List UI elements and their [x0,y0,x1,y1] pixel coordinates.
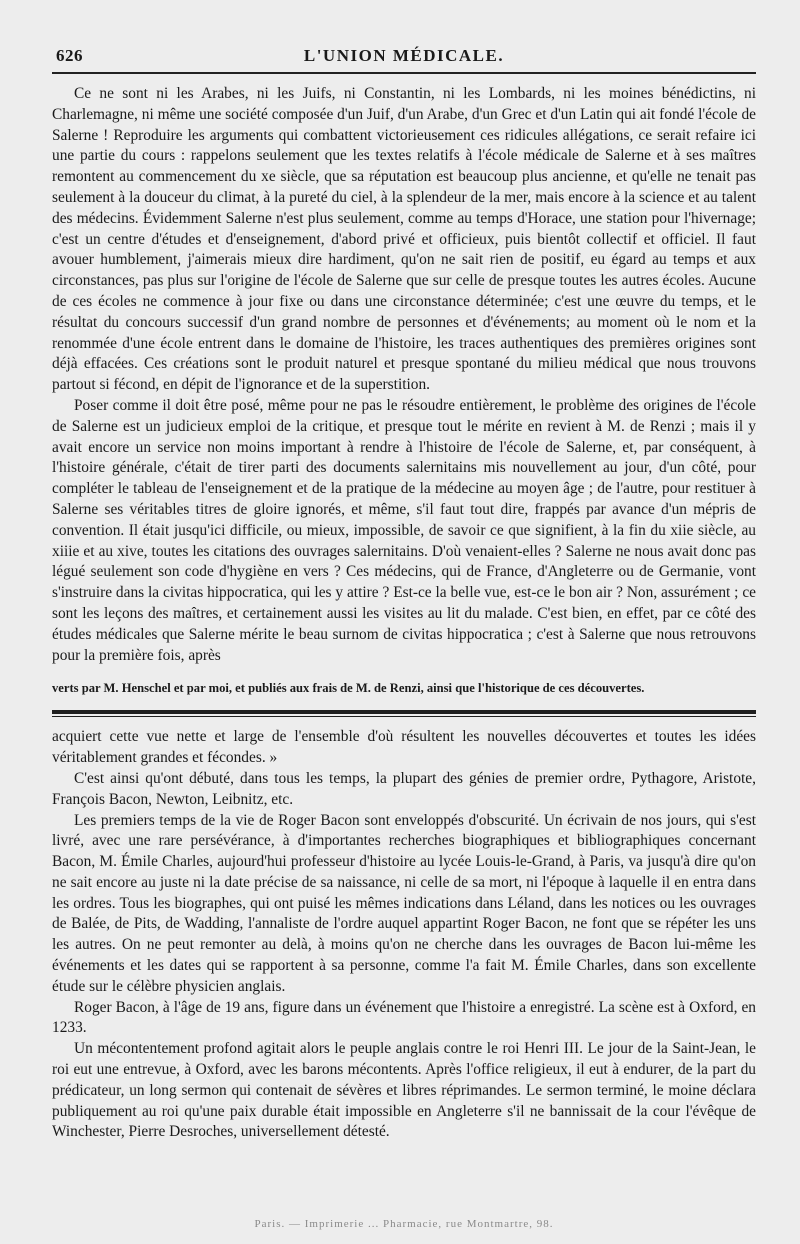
journal-title: L'UNION MÉDICALE. [303,46,505,65]
paragraph: C'est ainsi qu'ont débuté, dans tous les temps, la plupart des génies de premier ordre, Pythagore, Aristote, François Bacon, Newton, Leibnitz, etc. [52,769,756,808]
paragraph: Ce ne sont ni les Arabes, ni les Juifs, ni Constantin, ni les Lombards, ni les moines bénédictins, ni Charlemagne, ni même une société composée d'un Juif, d'un Arabe, d'un Grec et d'un Latin qui ait fondé l'école de Salerne ! Reproduire les arguments qui combattent victorieusement ces ridicules allégations, ce serait refaire ici une partie du cours : rappelons seulement que les textes relatifs à l'école médicale de Salerne et à ses maîtres remontent au commencement du xe siècle, que sa réputation est beaucoup plus ancienne, et qu'elle ne tenait pas seulement à la douceur du climat, à la pureté du ciel, à la splendeur de la mer, mais encore à la science et au talent des médecins. Évidemment Salerne n'est plus seulement, comme au temps d'Horace, une station pour l'hivernage; c'est un centre d'études et d'enseignement, d'abord privé et officieux, puis bientôt collectif et officiel. Il faut avouer humblement, j'aimerais mieux dire hardiment, qu'on ne sait rien de positif, eu égard au temps et aux circonstances, pas plus sur l'origine de l'école de Salerne que sur celle de presque toutes les autres écoles. Aucune de ces écoles ne commence à jour fixe ou dans une circonstance déterminée; c'est une œuvre du temps, et le résultat du concours successif d'un grand nombre de personnes et d'événements; au moment où le nom et la renommée d'une école entrent dans le domaine de l'histoire, les traces authentiques des premières origines sont déjà effacées. Ces créations sont le produit naturel et presque spontané du milieu médical que nous trouvons partout si fécond, en dépit de l'ignorance et de la superstition. [52,85,756,394]
paragraph: Poser comme il doit être posé, même pour ne pas le résoudre entièrement, le problème des origines de l'école de Salerne est un judicieux emploi de la critique, et presque tout le mérite en revient à M. de Renzi ; mais il y avait encore un service non moins important à rendre à l'histoire de l'école de Salerne, et, par conséquent, à l'histoire générale, c'était de tirer parti des documents salernitains mis nouvellement au jour, d'un côté, pour compléter le tableau de l'enseignement et de la pratique de la médecine au moyen âge ; de l'autre, pour restituer à Salerne ses véritables titres de gloire ignorés, et même, s'il faut tout dire, frappés par avance d'un mépris de convention. Il était jusqu'ici difficile, ou mieux, impossible, de savoir ce que signifient, à la fin du xiie siècle, au xiiie et au xive, toutes les citations des ouvrages salernitains. D'où venaient-elles ? Salerne ne nous avait donc pas légué seulement son code d'hygiène en vers ? Ces médecins, qui de France, d'Angleterre ou de Germanie, vont s'instruire dans la civitas hippocratica, qui les y attire ? Est-ce la belle vue, est-ce le bon air ? Non, assurément ; ce sont les leçons des maîtres, et certainement aussi les visites au lit du malade. C'est bien, en effet, par ce côté des études médicales que Salerne mérite le beau surnom de civitas hippocratica ; c'est à Salerne que nous retrouvons pour la première fois, après [52,396,756,664]
page-header [52,42,756,68]
paragraph: Un mécontentement profond agitait alors le peuple anglais contre le roi Henri III. Le jour de la Saint-Jean, le roi eut une entrevue, à Oxford, avec les barons mécontents. Après l'office religieux, il eut à endurer, de la part du prédicateur, un long sermon qui contenait de sévères et libres réprimandes. Le sermon terminé, le moine déclara publiquement au roi qu'une paix durable était impossible en Angleterre s'il ne bannissait de la cour l'évêque de Winchester, Pierre Desroches, universellement détesté. [52,1040,756,1141]
section-divider [52,710,756,717]
article-text-lower [52,727,756,1143]
page-number: 626 [56,46,83,65]
paragraph: Roger Bacon, à l'âge de 19 ans, figure dans un événement que l'histoire a enregistré. La scène est à Oxford, en 1233. [52,998,756,1037]
paragraph: acquiert cette vue nette et large de l'ensemble d'où résultent les nouvelles découvertes et toutes les idées véritablement grandes et fécondes. » [52,728,756,767]
article-text-upper [52,84,756,666]
paragraph: Les premiers temps de la vie de Roger Bacon sont enveloppés d'obscurité. Un écrivain de nos jours, qui s'est livré, avec une rare persévérance, à d'importantes recherches biographiques et bibliographiques concernant Bacon, M. Émile Charles, aujourd'hui professeur d'histoire au lycée Louis-le-Grand, à Paris, va jusqu'à dire qu'on ne sait encore au juste ni la date précise de sa naissance, ni celle de sa mort, ni l'époque à laquelle il en entra dans les ordres. Tous les biographes, qui ont puisé les mêmes indications dans Léland, dans les notices ou les ouvrages de Balée, de Pits, de Wadding, l'annaliste de l'ordre auquel appartint Roger Bacon, ne font que se répéter les uns les autres. On ne peut remonter au delà, à moins qu'on ne cherche dans les ouvrages de Bacon lui-même les événements et les dates qui se rapportent à sa personne, comme l'a fait M. Émile Charles, dans son excellente étude sur le célèbre physicien anglais. [52,811,756,995]
imprint-line: Paris. — Imprimerie ... Pharmacie, rue Montmartre, 98. [254,1218,554,1230]
header-rule [52,72,756,74]
footnote: verts par M. Henschel et par moi, et publiés aux frais de M. de Renzi, ainsi que l'historique de ces découvertes. [52,681,645,696]
